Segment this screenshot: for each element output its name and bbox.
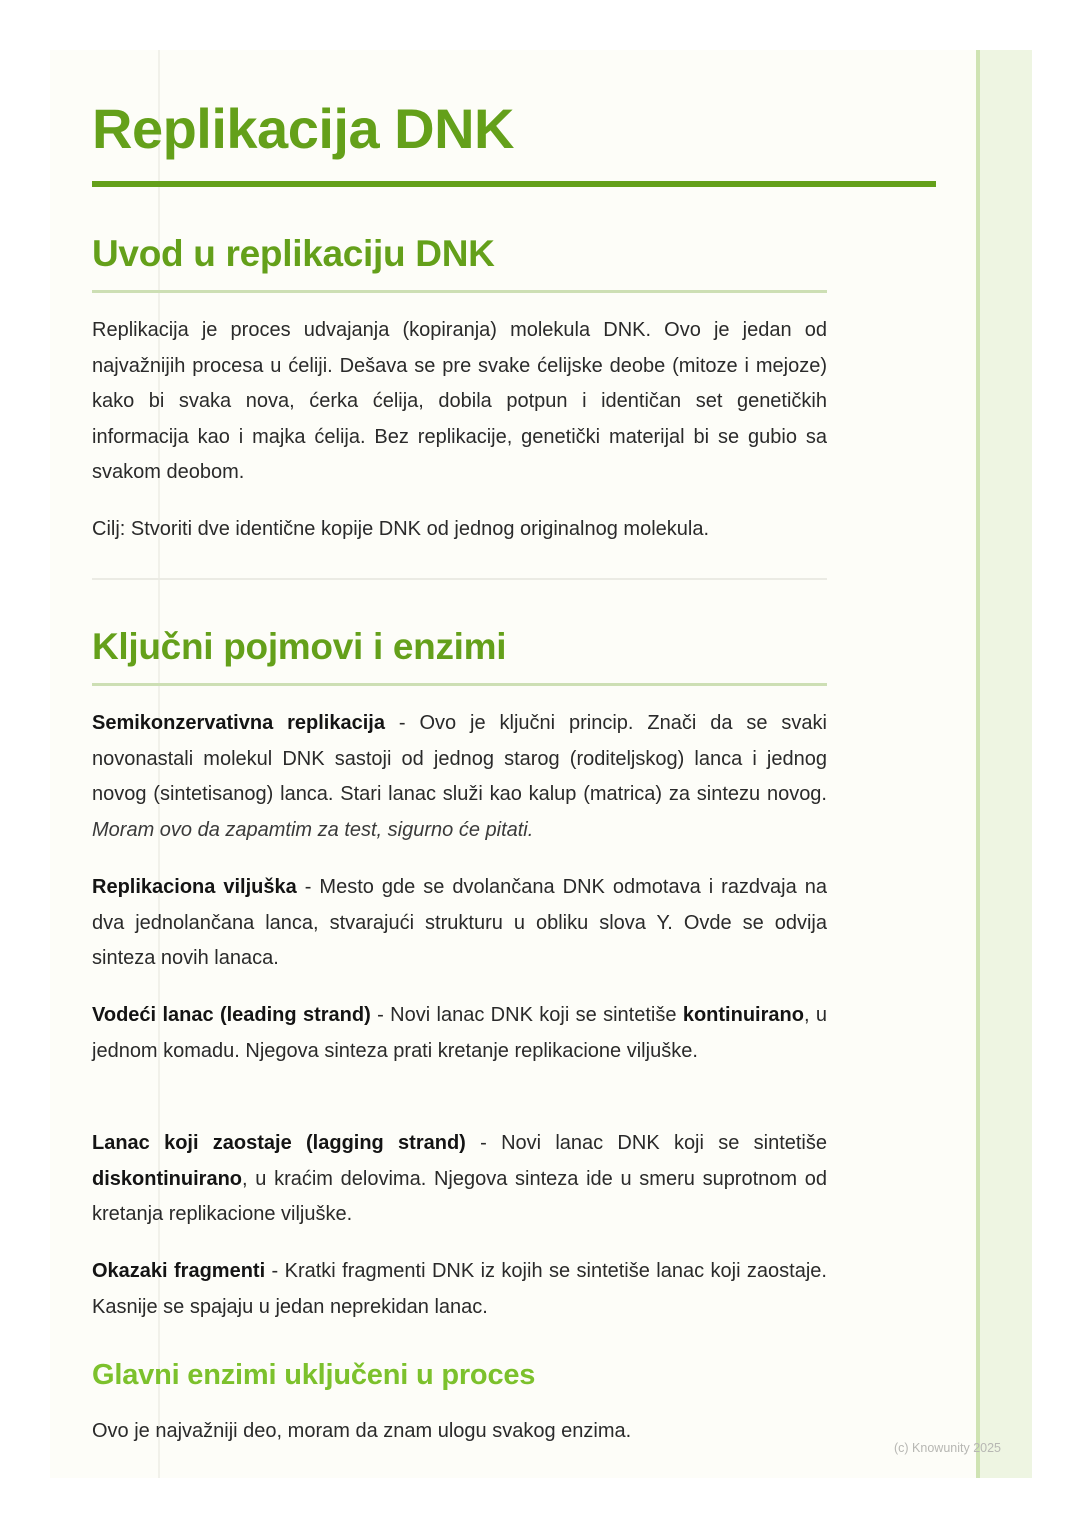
- term-label: Semikonzervativna replikacija: [92, 712, 385, 734]
- subheading-main-enzymes: Glavni enzimi uključeni u proces: [92, 1359, 536, 1391]
- enzymes-intro-paragraph: Ovo je najvažniji deo, moram da znam ulogu svakog enzima.: [92, 1420, 632, 1442]
- term-label: Replikaciona viljuška: [92, 876, 297, 898]
- section-divider: [92, 578, 827, 580]
- side-strip: [976, 50, 1032, 1478]
- term-label: Okazaki fragmenti: [92, 1260, 266, 1282]
- copyright-footer: (c) Knowunity 2025: [894, 1441, 1002, 1455]
- section-rule: [92, 290, 827, 293]
- title-rule: [92, 181, 936, 187]
- document-page: [50, 50, 1032, 1478]
- section-heading-intro: Uvod u replikaciju DNK: [92, 233, 495, 274]
- page-title: Replikacija DNK: [92, 97, 514, 160]
- study-note: Moram ovo da zapamtim za test, sigurno će pitati.: [92, 818, 534, 841]
- section-rule: [92, 683, 827, 686]
- term-replication-fork: Replikaciona viljuška - Mesto gde se dvolančana DNK odmotava i razdvaja na dva jednolančana lanca, stvarajući strukturu u obliku slova Y. Ovde se odvija sinteza novih lanaca.: [92, 876, 827, 969]
- section-heading-key-terms: Ključni pojmovi i enzimi: [92, 626, 507, 667]
- term-label: Vodeći lanac (leading strand): [92, 1004, 371, 1026]
- term-label: Lanac koji zaostaje (lagging strand): [92, 1132, 466, 1154]
- term-lagging-strand: Lanac koji zaostaje (lagging strand) - Novi lanac DNK koji se sintetiše diskontinuirano, u kraćim delovima. Njegova sinteza ide u smeru suprotnom od kretanja replikacione viljuške.: [92, 1132, 827, 1225]
- intro-paragraph: Replikacija je proces udvajanja (kopiranja) molekula DNK. Ovo je jedan od najvažnijih procesa u ćeliji. Dešava se pre svake ćelijske deobe (mitoze i mejoze) kako bi svaka nova, ćerka ćelija, dobila potpun i identičan set genetičkih informacija kao i majka ćelija. Bez replikacije, genetički materijal bi se gubio sa svakom deobom.: [92, 319, 827, 483]
- term-semiconservative: Semikonzervativna replikacija - Ovo je ključni princip. Znači da se svaki novonastali molekul DNK sastoji od jednog starog (roditeljskog) lanca i jednog novog (sintetisanog) lanca. Stari lanac služi kao kalup (matrica) za sintezu novog. Moram ovo da zapamtim za test, sigurno će pitati.: [92, 712, 827, 841]
- term-okazaki-fragments: Okazaki fragmenti - Kratki fragmenti DNK iz kojih se sintetiše lanac koji zaostaje. Kasnije se spajaju u jedan neprekidan lanac.: [92, 1260, 827, 1318]
- term-leading-strand: Vodeći lanac (leading strand) - Novi lanac DNK koji se sintetiše kontinuirano, u jednom komadu. Njegova sinteza prati kretanje replikacione viljuške.: [92, 1004, 827, 1062]
- goal-paragraph: Cilj: Stvoriti dve identične kopije DNK od jednog originalnog molekula.: [92, 518, 710, 540]
